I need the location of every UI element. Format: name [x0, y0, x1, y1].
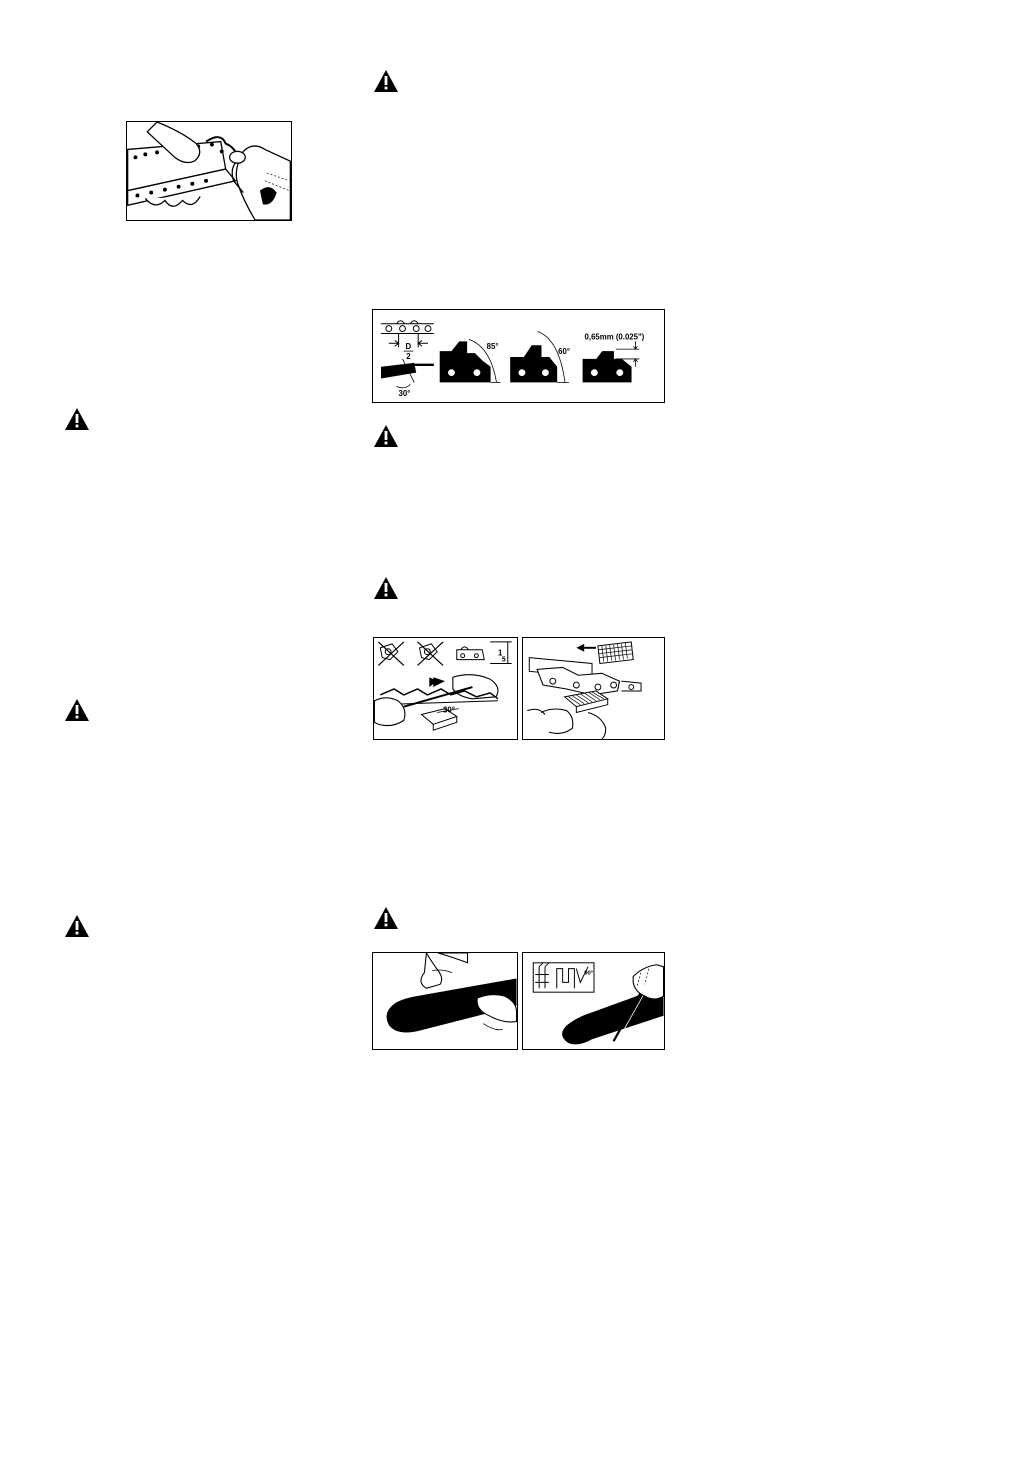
- depth-fraction-numerator: D: [405, 342, 412, 352]
- guide-bar-groove-figure: [522, 952, 665, 1050]
- guide-bar-groove-illustration: [523, 953, 664, 1049]
- file-grinding-figure: [373, 637, 518, 740]
- depth-gauge-label: 0,65mm (0.025"): [584, 332, 645, 342]
- gullet-angle-label: 60°: [558, 347, 570, 357]
- warning-triangle-icon: [373, 424, 399, 448]
- chain-inspection-illustration: [127, 122, 291, 220]
- tooth-geometry-figure: [372, 309, 665, 403]
- warning-triangle-icon: [64, 698, 90, 722]
- chain-inspection-figure: [126, 121, 292, 221]
- warning-triangle-icon: [373, 906, 399, 930]
- depth-gauge-tool-figure: [522, 637, 665, 740]
- grinding-fraction-denominator: 5: [501, 656, 506, 664]
- bar-angle-label: 90°: [584, 970, 594, 977]
- file-grinding-illustration: [374, 638, 517, 739]
- warning-triangle-icon: [373, 576, 399, 600]
- guide-bar-inspection-figure: [372, 952, 518, 1050]
- depth-fraction-denominator: 2: [406, 351, 411, 361]
- grinding-fraction-numerator: 1: [497, 648, 503, 658]
- warning-triangle-icon: [373, 69, 399, 93]
- depth-gauge-tool-illustration: [523, 638, 664, 739]
- grinding-angle-label: 30°: [443, 705, 455, 715]
- tooth-geometry-illustration: [373, 310, 664, 402]
- warning-triangle-icon: [64, 914, 90, 938]
- side-plate-angle-label: 85°: [486, 342, 499, 352]
- warning-triangle-icon: [64, 407, 90, 431]
- guide-bar-inspection-illustration: [373, 953, 517, 1049]
- top-plate-angle-label: 30°: [398, 389, 411, 399]
